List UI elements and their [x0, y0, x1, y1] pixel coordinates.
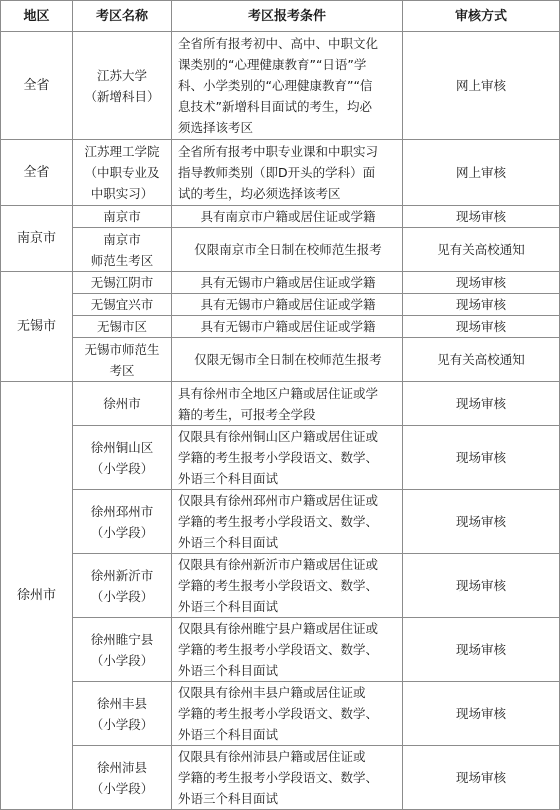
conditions-cell: [172, 746, 403, 810]
conditions-line: 具有无锡市户籍或居住证或学籍: [200, 297, 376, 312]
conditions-line: 外语三个科目面试: [178, 535, 279, 550]
conditions-line: 息技术”新增科目面试的考生，均必: [178, 99, 372, 114]
site-line: 无锡市师范生: [84, 341, 160, 357]
site-cell: [73, 140, 172, 206]
conditions-cell: [172, 228, 403, 272]
site-cell: [73, 272, 172, 294]
site-cell: [73, 682, 172, 746]
review-cell: 现场审核: [403, 746, 560, 810]
region-cell: 无锡市: [1, 272, 73, 382]
header-site: 考区名称: [73, 1, 172, 32]
site-line: 无锡宜兴市: [90, 297, 154, 312]
conditions-line: 仅限具有徐州铜山区户籍或居住证或: [178, 429, 379, 444]
review-cell: 现场审核: [403, 490, 560, 554]
site-cell: [73, 338, 172, 382]
table-row: [1, 382, 560, 426]
conditions-line: 课类别的“心理健康教育”“日语”学: [178, 57, 367, 72]
site-line: （小学段）: [90, 524, 154, 540]
site-cell: [73, 32, 172, 140]
review-cell: 现场审核: [403, 294, 560, 316]
header-region: 地区: [1, 1, 73, 32]
site-line: 徐州铜山区: [90, 439, 154, 455]
conditions-cell: [172, 490, 403, 554]
conditions-line: 学籍的考生报考小学段语文、数学、: [178, 770, 379, 785]
table-row: [1, 32, 560, 140]
site-cell: [73, 228, 172, 272]
site-line: （小学段）: [90, 716, 154, 732]
conditions-line: 具有无锡市户籍或居住证或学籍: [200, 319, 376, 334]
review-cell: 现场审核: [403, 272, 560, 294]
site-cell: [73, 554, 172, 618]
conditions-line: 试的考生，均必须选择该考区: [178, 186, 341, 201]
conditions-line: 仅限具有徐州新沂市户籍或居住证或: [178, 557, 379, 572]
conditions-line: 全省所有报考中职专业课和中职实习: [178, 144, 379, 159]
conditions-line: 仅限具有徐州邳州市户籍或居住证或: [178, 493, 379, 508]
review-cell: 现场审核: [403, 382, 560, 426]
site-line: 中职实习）: [90, 186, 154, 201]
site-cell: [73, 426, 172, 490]
review-cell: 现场审核: [403, 206, 560, 228]
review-cell: 网上审核: [403, 32, 560, 140]
conditions-line: 仅限南京市全日制在校师范生报考: [194, 242, 382, 257]
table-row: [1, 618, 560, 682]
conditions-line: 学籍的考生报考小学段语文、数学、: [178, 706, 379, 721]
site-line: 徐州丰县: [96, 695, 147, 711]
site-line: （小学段）: [90, 588, 154, 604]
conditions-line: 仅限无锡市全日制在校师范生报考: [194, 352, 382, 367]
conditions-cell: [172, 618, 403, 682]
site-line: 南京市: [103, 209, 141, 224]
table-row: [1, 338, 560, 382]
header-row: [1, 1, 560, 32]
conditions-line: 外语三个科目面试: [178, 471, 279, 486]
conditions-line: 全省所有报考初中、高中、中职文化: [178, 36, 379, 51]
site-line: （小学段）: [90, 780, 154, 796]
conditions-line: 具有无锡市户籍或居住证或学籍: [200, 275, 376, 290]
conditions-cell: [172, 294, 403, 316]
table-row: [1, 746, 560, 810]
site-line: 南京市: [103, 231, 141, 247]
conditions-line: 学籍的考生报考小学段语文、数学、: [178, 642, 379, 657]
table-row: [1, 294, 560, 316]
review-cell: 网上审核: [403, 140, 560, 206]
site-line: （中职专业及: [84, 165, 160, 180]
region-cell: 全省: [1, 32, 73, 140]
table-row: [1, 140, 560, 206]
site-line: 徐州市: [103, 396, 141, 411]
table-row: [1, 272, 560, 294]
conditions-line: 外语三个科目面试: [178, 599, 279, 614]
review-cell: 现场审核: [403, 618, 560, 682]
table-row: [1, 490, 560, 554]
conditions-line: 须选择该考区: [178, 120, 254, 135]
site-line: 考区: [109, 362, 135, 378]
site-line: 无锡市区: [96, 319, 147, 334]
conditions-line: 指导教师类别（即D开头的学科）面: [178, 165, 376, 180]
site-cell: [73, 382, 172, 426]
region-cell: 徐州市: [1, 382, 73, 810]
table-row: [1, 206, 560, 228]
conditions-cell: [172, 554, 403, 618]
conditions-line: 具有徐州市全地区户籍或居住证或学: [178, 385, 379, 401]
site-cell: [73, 618, 172, 682]
site-line: （小学段）: [90, 652, 154, 668]
review-cell: 见有关高校通知: [403, 338, 560, 382]
conditions-cell: [172, 382, 403, 426]
conditions-line: 籍的考生，可报考全学段: [178, 406, 316, 422]
site-line: （小学段）: [90, 460, 154, 476]
conditions-cell: [172, 140, 403, 206]
table-row: [1, 316, 560, 338]
site-line: 徐州新沂市: [90, 567, 154, 583]
conditions-cell: [172, 682, 403, 746]
site-cell: [73, 490, 172, 554]
review-cell: 现场审核: [403, 554, 560, 618]
conditions-line: 学籍的考生报考小学段语文、数学、: [178, 514, 379, 529]
region-cell: 全省: [1, 140, 73, 206]
table-row: [1, 554, 560, 618]
table-row: [1, 228, 560, 272]
site-line: 江苏理工学院: [84, 144, 160, 159]
site-line: 江苏大学: [96, 67, 147, 83]
table-row: [1, 682, 560, 746]
region-cell: 南京市: [1, 206, 73, 272]
conditions-cell: [172, 316, 403, 338]
review-cell: 现场审核: [403, 316, 560, 338]
conditions-line: 仅限具有徐州沛县户籍或居住证或: [178, 749, 366, 764]
conditions-line: 科、小学类别的“心理健康教育”“信: [178, 78, 373, 93]
conditions-line: 仅限具有徐州丰县户籍或居住证或: [178, 685, 366, 700]
header-conditions: 考区报考条件: [172, 1, 403, 32]
conditions-line: 外语三个科目面试: [178, 791, 279, 806]
review-cell: 现场审核: [403, 426, 560, 490]
site-cell: [73, 316, 172, 338]
conditions-cell: [172, 426, 403, 490]
site-line: 师范生考区: [90, 252, 154, 268]
review-cell: 现场审核: [403, 682, 560, 746]
site-line: （新增科目）: [84, 88, 160, 104]
site-cell: [73, 746, 172, 810]
site-cell: [73, 294, 172, 316]
conditions-line: 学籍的考生报考小学段语文、数学、: [178, 578, 379, 593]
site-line: 无锡江阴市: [90, 275, 154, 290]
site-cell: [73, 206, 172, 228]
header-review: 审核方式: [403, 1, 560, 32]
conditions-cell: [172, 206, 403, 228]
conditions-cell: [172, 338, 403, 382]
site-line: 徐州睢宁县: [90, 631, 154, 647]
conditions-line: 仅限具有徐州睢宁县户籍或居住证或: [178, 621, 379, 636]
site-line: 徐州沛县: [96, 759, 147, 775]
conditions-cell: [172, 32, 403, 140]
conditions-cell: [172, 272, 403, 294]
review-cell: 见有关高校通知: [403, 228, 560, 272]
conditions-line: 外语三个科目面试: [178, 727, 279, 742]
table-row: [1, 426, 560, 490]
conditions-line: 学籍的考生报考小学段语文、数学、: [178, 450, 379, 465]
conditions-line: 外语三个科目面试: [178, 663, 279, 678]
conditions-line: 具有南京市户籍或居住证或学籍: [200, 209, 376, 224]
site-line: 徐州邳州市: [90, 503, 154, 519]
